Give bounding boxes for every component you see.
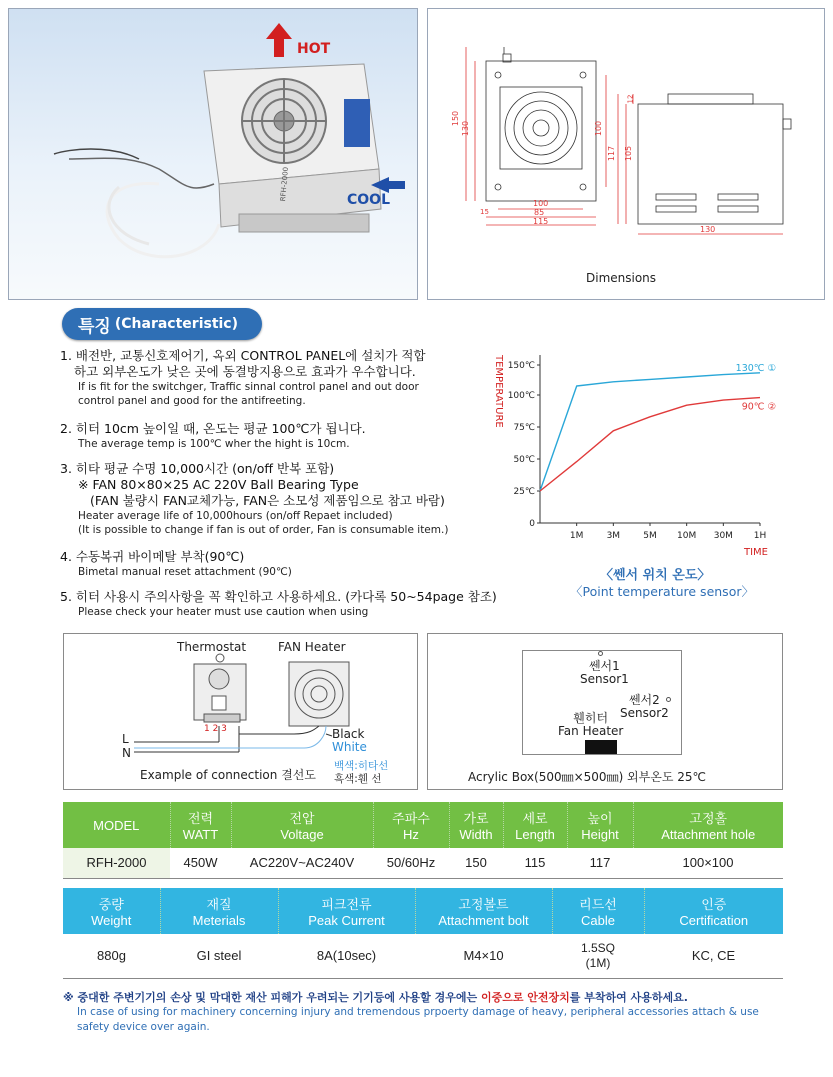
terminal-numbers: 1 2 3 bbox=[204, 724, 227, 734]
th-material-ko: 재질 bbox=[206, 897, 232, 912]
connection-caption: Example of connection 결선도 bbox=[140, 768, 316, 782]
characteristic-heading bbox=[62, 308, 262, 340]
th-width-ko: 가로 bbox=[463, 811, 489, 826]
y-tick-label: 75℃ bbox=[513, 423, 535, 433]
black-wire-label: Black bbox=[332, 727, 365, 741]
feature-3-en1: Heater average life of 10,000hours (on/off Repaet included) bbox=[78, 510, 393, 522]
line-n-label: N bbox=[122, 746, 131, 760]
dimensions-caption: Dimensions bbox=[586, 271, 657, 285]
y-tick-label: 100℃ bbox=[507, 391, 535, 401]
th-voltage-ko: 전압 bbox=[289, 811, 315, 826]
dim-130: 130 bbox=[461, 120, 471, 137]
series-line-1 bbox=[540, 373, 760, 491]
th-weight-ko: 중량 bbox=[98, 897, 124, 912]
legend-black: 흑색:휀 선 bbox=[334, 773, 382, 785]
feature-2 bbox=[60, 421, 490, 451]
td-watt: 450W bbox=[170, 848, 231, 878]
td-hole: 100×100 bbox=[633, 848, 783, 878]
th-width-en: Width bbox=[459, 827, 493, 842]
safety-notice bbox=[63, 990, 783, 1035]
th-bolt-ko: 고정볼트 bbox=[458, 897, 509, 912]
sensor2-ko: 쎈서2 bbox=[628, 693, 660, 707]
td-cert: KC, CE bbox=[644, 934, 783, 978]
sensor1-label bbox=[580, 660, 629, 686]
notice-ko-red: 이중으로 안전장치 bbox=[480, 991, 570, 1004]
feature-5 bbox=[60, 589, 560, 619]
th-height bbox=[567, 802, 633, 848]
heater-ko: 휀히터 bbox=[573, 711, 609, 725]
th-peak-en: Peak Current bbox=[308, 913, 385, 928]
dim-100-v: 100 bbox=[594, 120, 604, 137]
fan-heater-label: FAN Heater bbox=[278, 640, 346, 654]
th-bolt bbox=[415, 888, 552, 934]
acrylic-box-diagram bbox=[427, 633, 783, 790]
feature-1-en2: control panel and good for the antifreeting. bbox=[78, 395, 306, 407]
x-tick-label: 1H bbox=[753, 531, 767, 541]
spec-table-1 bbox=[63, 802, 783, 879]
sensor2-en: Sensor2 bbox=[620, 706, 669, 720]
th-hole-en: Attachment hole bbox=[661, 827, 756, 842]
th-height-ko: 높이 bbox=[587, 811, 613, 826]
notice-en: In case of using for machinery concerning injury and tremendous prpoerty damage of heavy, peripheral accessories attach & use safety device over again. bbox=[77, 1006, 759, 1033]
dim-100-h: 100 bbox=[533, 199, 549, 208]
td-material: GI steel bbox=[160, 934, 278, 978]
notice-ko-a: ※ 중대한 주변기기의 손상 및 막대한 재산 피해가 우려되는 기기등에 사용할 경우에는 bbox=[63, 991, 481, 1004]
th-cert-ko: 인증 bbox=[701, 897, 727, 912]
th-length bbox=[503, 802, 567, 848]
y-axis-label: TEMPERATURE bbox=[493, 355, 504, 428]
chart-title-ko: 〈쎈서 위치 온도〉 bbox=[600, 568, 711, 583]
characteristic-title-en: (Characteristic) bbox=[114, 316, 239, 332]
dim-130-side: 130 bbox=[700, 225, 716, 234]
spec-table-2 bbox=[63, 888, 783, 979]
td-cable bbox=[552, 934, 644, 978]
feature-3-ko1: 3. 히타 평균 수명 10,000시간 (on/off 반복 포함) bbox=[60, 461, 335, 476]
thermostat-label: Thermostat bbox=[177, 640, 247, 654]
heater-en: Fan Heater bbox=[558, 724, 624, 738]
th-weight-en: Weight bbox=[91, 913, 132, 928]
chart-title-en: 〈Point temperature sensor〉 bbox=[570, 584, 754, 599]
th-cert bbox=[644, 888, 783, 934]
feature-4-en1: Bimetal manual reset attachment (90℃) bbox=[78, 566, 292, 578]
device-model-text: RFH-2000 bbox=[279, 166, 290, 202]
th-cert-en: Certification bbox=[679, 913, 749, 928]
th-hz-en: Hz bbox=[403, 827, 419, 842]
connection-diagram bbox=[63, 633, 418, 790]
dim-115: 115 bbox=[533, 217, 549, 226]
th-cable-en: Cable bbox=[581, 913, 615, 928]
sensor1-point bbox=[598, 651, 603, 656]
notice-ko-b: 를 부착하여 사용하세요. bbox=[569, 991, 688, 1004]
x-tick-label: 3M bbox=[606, 531, 621, 541]
y-tick-label: 50℃ bbox=[513, 455, 535, 465]
td-length: 115 bbox=[503, 848, 567, 878]
th-height-en: Height bbox=[581, 827, 619, 842]
feature-2-ko1: 2. 히터 10cm 높이일 때, 온도는 평균 100℃가 됩니다. bbox=[60, 421, 366, 436]
temperature-chart bbox=[488, 345, 788, 565]
temperature-chart-svg bbox=[488, 345, 788, 565]
td-height: 117 bbox=[567, 848, 633, 878]
th-model-label: MODEL bbox=[93, 817, 140, 833]
series-label-1: 130℃ ① bbox=[735, 362, 776, 374]
feature-3-en2: (It is possible to change if fan is out of order, Fan is consumable item.) bbox=[78, 524, 449, 536]
dimension-drawing bbox=[428, 9, 826, 269]
acrylic-caption: Acrylic Box(500㎜×500㎜) 외부온도 25℃ bbox=[468, 770, 706, 784]
x-axis-label: TIME bbox=[743, 547, 768, 558]
td-hz: 50/60Hz bbox=[373, 848, 449, 878]
fan-heater-box-label bbox=[558, 712, 623, 738]
white-wire-label: White bbox=[332, 740, 367, 754]
feature-5-en1: Please check your heater must use caution when using bbox=[78, 606, 369, 618]
series-line-2 bbox=[540, 398, 760, 491]
dim-85: 85 bbox=[534, 208, 545, 217]
th-model bbox=[63, 802, 170, 848]
feature-1 bbox=[60, 348, 490, 408]
sensor1-en: Sensor1 bbox=[580, 672, 629, 686]
th-length-ko: 세로 bbox=[522, 811, 548, 826]
dim-105: 105 bbox=[624, 145, 634, 162]
x-tick-label: 30M bbox=[713, 531, 733, 541]
x-tick-label: 10M bbox=[677, 531, 697, 541]
series-label-2: 90℃ ② bbox=[741, 401, 776, 413]
th-cable-ko: 리드선 bbox=[579, 897, 617, 912]
feature-3 bbox=[60, 461, 500, 537]
line-l-label: L bbox=[122, 732, 129, 746]
notice-ko bbox=[63, 990, 783, 1005]
th-hole bbox=[633, 802, 783, 848]
th-material-en: Meterials bbox=[192, 913, 246, 928]
th-voltage bbox=[231, 802, 373, 848]
y-tick-label: 150℃ bbox=[507, 361, 535, 371]
td-voltage: AC220V~AC240V bbox=[231, 848, 373, 878]
legend-white: 백색:히타선 bbox=[334, 760, 389, 772]
th-length-en: Length bbox=[515, 827, 555, 842]
feature-4 bbox=[60, 549, 490, 579]
dim-15: 15 bbox=[480, 208, 489, 216]
sensor1-ko: 쎈서1 bbox=[588, 659, 620, 673]
th-width bbox=[449, 802, 503, 848]
x-tick-label: 1M bbox=[569, 531, 584, 541]
feature-1-en1: If is fit for the switchger, Traffic sinnal control panel and out door bbox=[78, 381, 419, 393]
th-watt-en: WATT bbox=[182, 827, 219, 842]
th-cable bbox=[552, 888, 644, 934]
th-peak-ko: 피크전류 bbox=[321, 897, 372, 912]
th-peak bbox=[278, 888, 415, 934]
td-cable-value: 1.5SQ bbox=[580, 940, 616, 955]
product-photo bbox=[8, 8, 418, 300]
td-model: RFH-2000 bbox=[63, 848, 170, 878]
th-hole-ko: 고정홀 bbox=[689, 811, 728, 826]
feature-1-ko1: 1. 배전반, 교통신호제어기, 옥외 CONTROL PANEL에 설치가 적합 bbox=[60, 348, 426, 363]
x-tick-label: 5M bbox=[643, 531, 657, 541]
td-bolt: M4×10 bbox=[415, 934, 552, 978]
td-cable-sub: (1M) bbox=[585, 955, 611, 970]
feature-3-ko3: (FAN 불량시 FAN교체가능, FAN은 소모성 제품임으로 참고 바람) bbox=[90, 493, 445, 508]
cool-label: COOL bbox=[347, 192, 390, 208]
feature-4-ko1: 4. 수동복귀 바이메탈 부착(90℃) bbox=[60, 549, 245, 564]
th-watt bbox=[170, 802, 231, 848]
y-tick-label: 25℃ bbox=[513, 487, 535, 497]
feature-5-ko1: 5. 히터 사용시 주의사항을 꼭 확인하고 사용하세요. (카다록 50~54page 참조) bbox=[60, 589, 497, 604]
hot-label: HOT bbox=[297, 41, 331, 57]
dim-12: 12 bbox=[626, 94, 635, 104]
y-tick-label: 0 bbox=[529, 519, 535, 529]
characteristic-title-ko: 특징 bbox=[78, 316, 111, 337]
th-watt-ko: 전력 bbox=[187, 811, 214, 826]
feature-3-ko2: ※ FAN 80×80×25 AC 220V Ball Bearing Type bbox=[78, 477, 359, 492]
td-weight: 880g bbox=[63, 934, 160, 978]
td-peak: 8A(10sec) bbox=[278, 934, 415, 978]
th-hz bbox=[373, 802, 449, 848]
dim-117: 117 bbox=[607, 145, 617, 162]
feature-2-en1: The average temp is 100℃ wher the hight is 10cm. bbox=[78, 438, 350, 450]
th-material bbox=[160, 888, 278, 934]
fan-heater-block bbox=[585, 740, 617, 754]
sensor2-label bbox=[620, 694, 669, 720]
th-weight bbox=[63, 888, 160, 934]
feature-1-ko2: 하고 외부온도가 낮은 곳에 동결방지용으로 효과가 우수합니다. bbox=[74, 364, 416, 379]
dim-150: 150 bbox=[451, 110, 461, 127]
th-hz-ko: 주파수 bbox=[392, 811, 430, 826]
fan-heater-illustration bbox=[9, 9, 419, 301]
th-bolt-en: Attachment bolt bbox=[438, 913, 529, 928]
dimensions-panel bbox=[427, 8, 825, 300]
td-width: 150 bbox=[449, 848, 503, 878]
th-voltage-en: Voltage bbox=[280, 827, 324, 842]
